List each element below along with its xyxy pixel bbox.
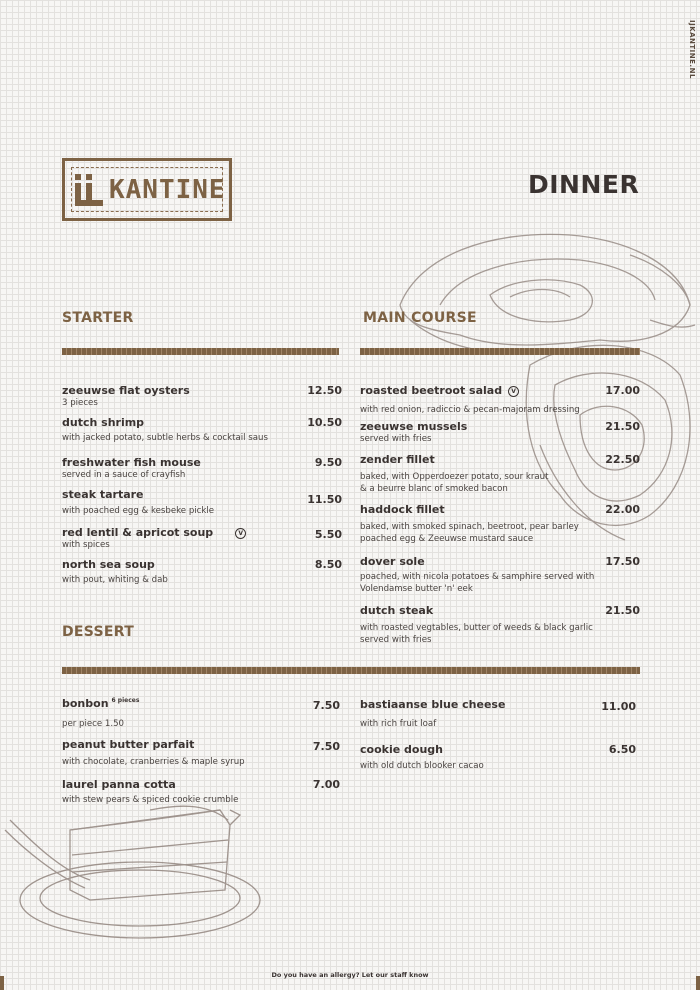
corner-mark — [696, 976, 700, 990]
item-name: laurel panna cotta — [62, 778, 176, 791]
menu-item — [360, 503, 640, 545]
menu-item — [360, 384, 640, 416]
logo — [62, 158, 232, 221]
item-name: dutch shrimp — [62, 416, 145, 429]
item-price: 5.50 — [314, 528, 342, 541]
item-name: north sea soup — [62, 558, 155, 571]
section-title-dessert: DESSERT — [62, 624, 135, 640]
item-name-text: roasted beetroot salad — [360, 384, 503, 397]
item-name-text: red lentil & apricot soup — [62, 526, 214, 539]
allergy-notice: Do you have an allergy? Let our staff know — [271, 971, 429, 979]
corner-mark — [0, 976, 4, 990]
item-description: with red onion, radiccio & pecan-majoram dressing — [360, 405, 580, 415]
item-price: 10.50 — [307, 416, 342, 429]
item-description: with stew pears & spiced cookie crumble — [62, 795, 239, 805]
item-description: poached, with nicola potatoes & samphire served with — [360, 572, 595, 582]
menu-item — [62, 558, 342, 586]
menu-item — [62, 526, 342, 551]
item-name: dutch steak — [360, 604, 434, 617]
menu-item — [62, 416, 342, 444]
menu-item — [360, 604, 640, 646]
logo-ij-mark-icon — [75, 174, 103, 206]
item-description: poached egg & Zeeuwse mustard sauce — [360, 534, 534, 544]
item-name: zender fillet — [360, 453, 435, 466]
item-price: 17.00 — [605, 384, 640, 397]
item-price: 7.00 — [312, 778, 340, 791]
section-title-main-course: MAIN COURSE — [363, 310, 477, 326]
item-price: 9.50 — [314, 456, 342, 469]
item-description: served in a sauce of crayfish — [62, 470, 186, 480]
item-price: 8.50 — [314, 558, 342, 571]
section-divider — [62, 348, 339, 355]
section-divider — [360, 348, 640, 355]
menu-item — [62, 456, 342, 481]
item-name — [62, 697, 340, 710]
item-price: 17.50 — [605, 555, 640, 568]
item-name: freshwater fish mouse — [62, 456, 201, 469]
section-title-starter: STARTER — [62, 310, 134, 326]
item-description: with poached egg & kesbeke pickle — [62, 506, 215, 516]
menu-item — [62, 778, 340, 806]
vegetarian-icon: V — [235, 528, 246, 539]
item-price: 21.50 — [605, 604, 640, 617]
item-name: steak tartare — [62, 488, 144, 501]
item-description: with pout, whiting & dab — [62, 575, 168, 585]
menu-item — [360, 743, 636, 772]
item-description: baked, with Opperdoezer potato, sour kraut — [360, 472, 549, 482]
item-price: 12.50 — [307, 384, 342, 397]
item-description: with roasted vegtables, butter of weeds & black garlic — [360, 623, 593, 633]
logo-text: KANTINE — [109, 175, 226, 205]
item-note: 6 pieces — [111, 697, 140, 704]
item-name — [62, 526, 342, 539]
item-price: 22.00 — [605, 503, 640, 516]
item-name: cookie dough — [360, 743, 443, 756]
menu-item — [62, 697, 340, 730]
menu-item — [360, 555, 640, 595]
vegetarian-icon: V — [508, 386, 519, 397]
item-name — [360, 384, 640, 397]
item-description: served with fries — [360, 635, 432, 645]
item-description: with rich fruit loaf — [360, 719, 437, 729]
item-description: with chocolate, cranberries & maple syrup — [62, 757, 245, 767]
item-description: with jacked potato, subtle herbs & cocktail saus — [62, 433, 268, 443]
item-description: Volendamse butter 'n' eek — [360, 584, 473, 594]
page-title: DINNER — [528, 170, 640, 199]
item-name: dover sole — [360, 555, 425, 568]
item-price: 7.50 — [312, 740, 340, 753]
menu-item — [62, 384, 342, 409]
item-name: haddock fillet — [360, 503, 445, 516]
item-price: 11.50 — [307, 493, 342, 506]
item-name-text: bonbon — [62, 697, 109, 710]
cake-slice-sketch-icon — [0, 780, 280, 980]
item-name: zeeuwse mussels — [360, 420, 468, 433]
item-price: 22.50 — [605, 453, 640, 466]
section-divider — [62, 667, 640, 674]
item-description: baked, with smoked spinach, beetroot, pear barley — [360, 522, 579, 532]
item-description: served with fries — [360, 434, 432, 444]
menu-item — [62, 738, 340, 768]
menu-item — [360, 453, 640, 495]
item-name: bastiaanse blue cheese — [360, 698, 506, 711]
item-price: 11.00 — [601, 700, 636, 713]
item-description: 3 pieces — [62, 398, 98, 408]
menu-item — [360, 698, 636, 730]
menu-item — [360, 420, 640, 445]
item-price: 21.50 — [605, 420, 640, 433]
website-url: IJKANTINE.NL — [688, 20, 696, 79]
item-name: peanut butter parfait — [62, 738, 195, 751]
item-description: with spices — [62, 540, 110, 550]
item-description: & a beurre blanc of smoked bacon — [360, 484, 508, 494]
item-price: 6.50 — [608, 743, 636, 756]
item-name: zeeuwse flat oysters — [62, 384, 190, 397]
item-description: per piece 1.50 — [62, 719, 125, 729]
item-price: 7.50 — [312, 699, 340, 712]
menu-item — [62, 488, 342, 517]
item-description: with old dutch blooker cacao — [360, 761, 484, 771]
